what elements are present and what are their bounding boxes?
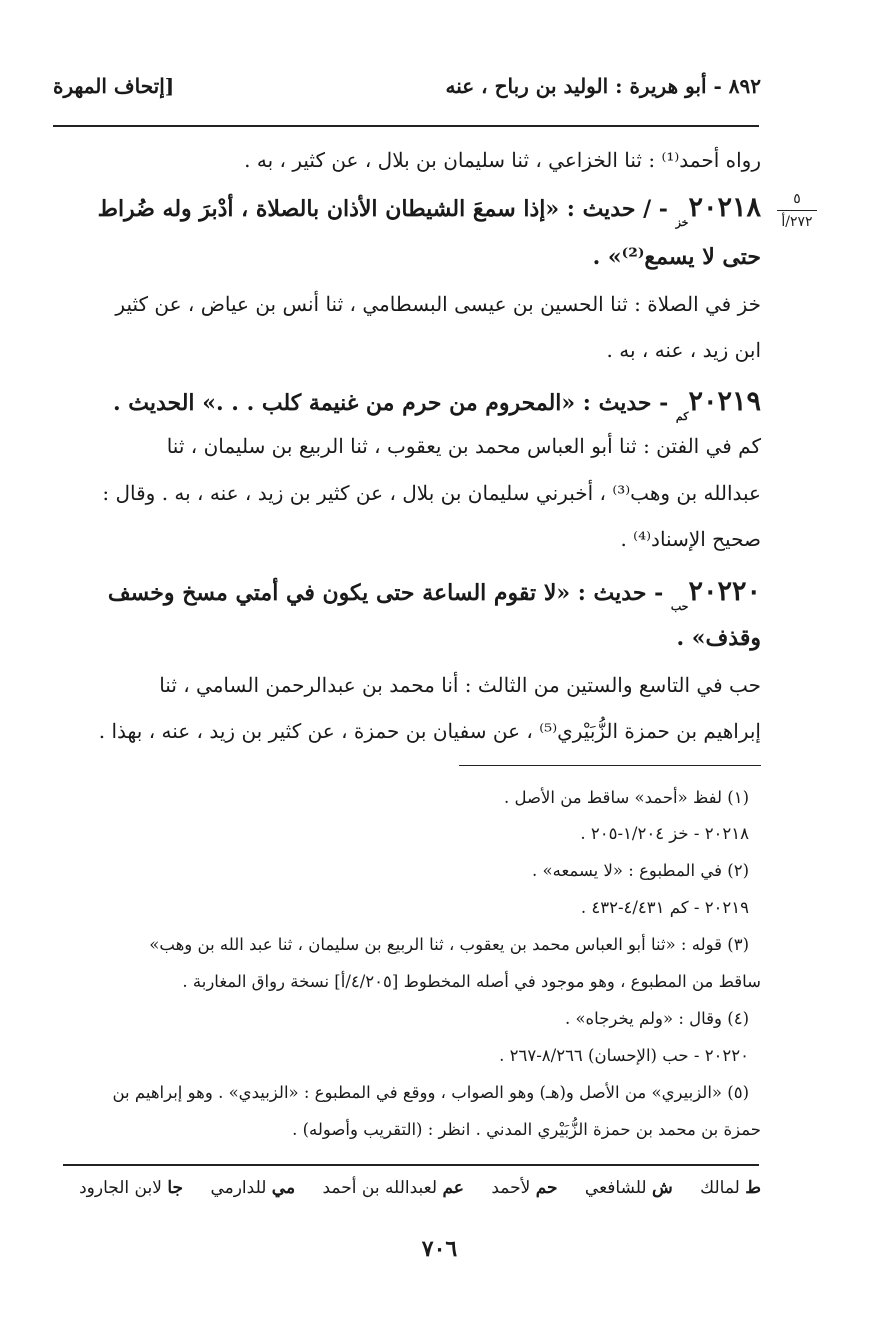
abbreviation-code: مي bbox=[271, 1178, 296, 1198]
footnote-3: (٣) قوله : «ثنا أبو العباس محمد بن يعقوب ، ثنا الربيع بن سليمان ، ثنا عبد الله بن وهب» bbox=[149, 935, 749, 954]
text-line: كم في الفتن : ثنا أبو العباس محمد بن يعقوب ، ثنا الربيع بن سليمان ، ثنا bbox=[166, 434, 761, 458]
text-line: رواه أحمد⁽¹⁾ : ثنا الخزاعي ، ثنا سليمان بن بلال ، عن كثير ، به . bbox=[244, 148, 761, 172]
text-line: ابن زيد ، عنه ، به . bbox=[606, 338, 761, 362]
abbreviation-name: لعبدالله بن أحمد bbox=[322, 1178, 438, 1198]
abbreviation-code: جا bbox=[167, 1178, 184, 1198]
abbreviation-code: ط bbox=[745, 1178, 761, 1198]
hadith-text: - حديث : «لا تقوم الساعة حتى يكون في أمتي مسخ وخسف bbox=[107, 580, 671, 606]
hadith-heading-20218 bbox=[55, 192, 761, 229]
footnote-rule bbox=[459, 765, 761, 766]
hadith-text-continued: حتى لا يسمع⁽²⁾» . bbox=[592, 244, 761, 270]
footnote-5-continued: حمزة بن محمد بن حمزة الزُّبَيْري المدني . انظر : (التقريب وأصوله) . bbox=[292, 1120, 761, 1139]
footnote-4: (٤) وقال : «ولم يخرجاه» . bbox=[564, 1009, 749, 1028]
hadith-heading-20219 bbox=[55, 386, 761, 423]
source-siglum: حب bbox=[670, 600, 689, 613]
abbreviation-item bbox=[322, 1178, 463, 1198]
text-line: صحيح الإسناد⁽⁴⁾ . bbox=[620, 527, 761, 551]
abbreviation-name: لابن الجارود bbox=[79, 1178, 162, 1198]
abbreviation-item bbox=[79, 1178, 183, 1198]
running-header-title: ٨٩٢ - أبو هريرة : الوليد بن رباح ، عنه bbox=[445, 74, 761, 98]
running-header-book: [إتحاف المهرة bbox=[53, 74, 175, 98]
abbreviation-item bbox=[585, 1178, 673, 1198]
abbreviations-key bbox=[55, 1178, 761, 1198]
text-line: حب في التاسع والستين من الثالث : أنا محمد بن عبدالرحمن السامي ، ثنا bbox=[159, 673, 761, 697]
hadith-number: ٢٠٢١٩ bbox=[688, 386, 761, 417]
hadith-text: - حديث : «المحروم من حرم من غنيمة كلب . . .» الحديث . bbox=[112, 390, 676, 416]
abbreviations-rule bbox=[63, 1164, 759, 1166]
abbreviation-name: للدارمي bbox=[210, 1178, 267, 1198]
source-siglum: كم bbox=[675, 410, 689, 423]
text-line: عبدالله بن وهب⁽³⁾ ، أخبرني سليمان بن بلال ، عن كثير بن زيد ، عنه ، به . وقال : bbox=[102, 481, 761, 505]
hadith-heading-20220 bbox=[55, 576, 761, 613]
page-number: ٧٠٦ bbox=[421, 1236, 458, 1262]
hadith-number: ٢٠٢١٨ bbox=[688, 192, 761, 223]
abbreviation-code: ش bbox=[651, 1178, 673, 1198]
abbreviation-item bbox=[210, 1178, 295, 1198]
hadith-text-continued: وقذف» . bbox=[676, 625, 761, 651]
hadith-number: ٢٠٢٢٠ bbox=[688, 576, 761, 607]
footnote-reference: ٢٠٢١٩ - كم ٤/٤٣١-٤٣٢ . bbox=[580, 898, 749, 917]
header-rule bbox=[53, 125, 759, 127]
abbreviation-name: لأحمد bbox=[491, 1178, 531, 1198]
abbreviation-name: لمالك bbox=[700, 1178, 740, 1198]
footnote-5: (٥) «الزبيري» من الأصل و(هـ) وهو الصواب ، ووقع في المطبوع : «الزبيدي» . وهو إبراهيم بن bbox=[112, 1083, 749, 1102]
source-siglum: خز bbox=[675, 216, 689, 229]
footnote-reference: ٢٠٢١٨ - خز ١/٢٠٤-٢٠٥ . bbox=[580, 824, 749, 843]
footnote-1: (١) لفظ «أحمد» ساقط من الأصل . bbox=[504, 788, 749, 807]
footnote-reference: ٢٠٢٢٠ - حب (الإحسان) ٨/٢٦٦-٢٦٧ . bbox=[499, 1046, 749, 1065]
abbreviation-item bbox=[491, 1178, 557, 1198]
text-line: خز في الصلاة : ثنا الحسين بن عيسى البسطامي ، ثنا أنس بن عياض ، عن كثير bbox=[115, 292, 761, 316]
footnote-2: (٢) في المطبوع : «لا يسمعه» . bbox=[532, 861, 749, 880]
margin-reference bbox=[767, 188, 827, 234]
abbreviation-name: للشافعي bbox=[584, 1178, 647, 1198]
hadith-text: - / حديث : «إذا سمعَ الشيطان الأذان بالصلاة ، أدْبرَ وله ضُراط bbox=[97, 196, 676, 222]
footnote-3-continued: ساقط من المطبوع ، وهو موجود في أصله المخطوط [٤/٢٠٥/أ] نسخة رواق المغاربة . bbox=[182, 972, 761, 991]
abbreviation-item bbox=[700, 1178, 761, 1198]
margin-reference-folio: ٢٧٢/أ bbox=[781, 214, 813, 231]
abbreviation-code: حم bbox=[535, 1178, 558, 1198]
abbreviation-code: عم bbox=[442, 1178, 464, 1198]
margin-reference-volume: ٥ bbox=[793, 191, 801, 207]
text-line: إبراهيم بن حمزة الزُّبَيْري⁽⁵⁾ ، عن سفيان بن حمزة ، عن كثير بن زيد ، عنه ، بهذا . bbox=[98, 719, 761, 743]
